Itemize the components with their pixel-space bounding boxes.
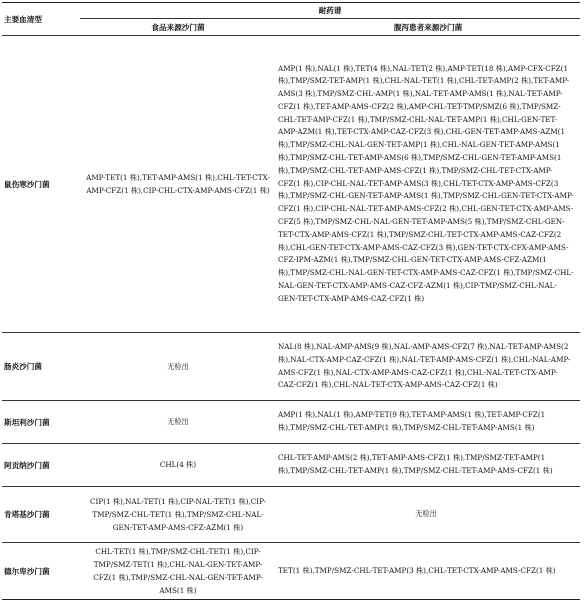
serotype-cell: 鼠伤寒沙门菌 — [2, 36, 80, 333]
patient-source-header: 腹泻患者来源沙门菌 — [276, 19, 580, 36]
table-row — [2, 543, 580, 600]
serotype-cell: 阿贡纳沙门菌 — [2, 444, 80, 487]
patient-source-cell: NAL(8 株),NAL-AMP-AMS(9 株),NAL-AMP-AMS-CFZ(7 株),NAL-TET-AMP-AMS(2 株),NAL-CTX-AMP-CAZ-CFZ(1 株),NAL-TET-AMP-AMS-CFZ(1 株),CHL-NAL-AMP-AMS-CFZ(1 株),NAL-CTX-AMP-AMS-CAZ-CFZ(1 株),CHL-NAL-TET-CTX-AMP-CAZ-CFZ(1 株),CHL-NAL-TET-CTX-AMP-AMS-CAZ-CFZ(1 株) — [276, 333, 580, 401]
serotype-cell: 德尔卑沙门菌 — [2, 543, 80, 600]
table-row — [2, 333, 580, 401]
resistance-spectrum-table — [2, 2, 580, 600]
main-serotype-header: 主要血清型 — [2, 3, 80, 36]
food-source-cell: AMP-TET(1 株),TET-AMP-AMS(1 株),CHL-TET-CTX-AMP-CFZ(1 株),CIP-CHL-CTX-AMP-AMS-CFZ(1 株) — [80, 36, 276, 333]
food-source-cell: 无检出 — [80, 401, 276, 444]
serotype-cell: 斯坦利沙门菌 — [2, 401, 80, 444]
patient-source-cell: CHL-TET-AMP-AMS(2 株),TET-AMP-AMS-CFZ(1 株),TMP/SMZ-TET-AMP(1 株),TMP/SMZ-CHL-TET-AMP(1 株),TMP/SMZ-CHL-TET-AMP-AMS-CFZ(1 株) — [276, 444, 580, 487]
patient-source-cell: AMP(1 株),NAL(1 株),TET(4 株),NAL-TET(2 株),AMP-TET(18 株),AMP-CFX-CFZ(1 株),TMP/SMZ-TET-AMP(1 株),CHL-NAL-TET(1 株),CHL-TET-AMP(2 株),TET-AMP-AMS(3 株),TMP/SMZ-CHL-AMP(1 株),NAL-TET-AMP-AMS(1 株),NAL-TET-AMP-CFZ(1 株),TET-AMP-AMS-CFZ(2 株),AMP-CHL-TET-TMP/SMZ(6 株),TMP/SMZ-CHL-TET-AMP-CFZ(1 株),TMP/SMZ-CHL-NAL-TET-AMP(1 株),CHL-GEN-TET-AMP-AZM(1 株),TET-CTX-AMP-CAZ-CFZ(3 株),CHL-GEN-TET-AMP-AMS-AZM(1 株),TMP/SMZ-CHL-NAL-GEN-TET-AMP(1 株),CHL-NAL-GEN-TET-AMP-AMS(1 株),TMP/SMZ-CHL-TET-AMP-AMS(6 株),TMP/SMZ-CHL-GEN-TET-AMP-AMS(1 株),TMP/SMZ-CHL-TET-AMP-AMS-CFZ(1 株),TMP/SMZ-CHL-TET-CTX-AMP-CFZ(1 株),CIP-CHL-NAL-TET-AMP-AMS(3 株),CHL-TET-CTX-AMP-AMS-CFZ(3 株),TMP/SMZ-CHL-GEN-TET-AMP-AMS(1 株),TMP/SMZ-CHL-GEN-TET-CTX-AMP-CFZ(1 株),CIP-CHL-NAL-TET-AMP-AMS-CFZ(2 株),CHL-GEN-TET-CTX-AMP-AMS-CFZ(5 株),TMP/SMZ-CHL-NAL-GEN-TET-AMP-AMS(5 株),TMP/SMZ-CHL-GEN-TET-CTX-AMP-AMS-CFZ(1 株),TMP/SMZ-CHL-TET-CTX-AMP-AMS-CAZ-CFZ(2 株),CHL-GEN-TET-CTX-AMP-AMS-CAZ-CFZ(3 株),GEN-TET-CTX-CFX-AMP-AMS-CFZ-IPM-AZM(1 株),TMP/SMZ-CHL-GEN-TET-CTX-AMP-AMS-CFZ-AZM(1 株),TMP/SMZ-CHL-NAL-GEN-TET-CTX-AMP-AMS-CAZ-CFZ(1 株),TMP/SMZ-CHL-NAL-GEN-TET-CTX-AMP-AMS-CAZ-CFZ-AZM(1 株),CIP-TMP/SMZ-CHL-NAL-GEN-TET-CTX-AMP-AMS-CAZ-CFZ(1 株) — [276, 36, 580, 333]
food-source-cell: 无检出 — [80, 333, 276, 401]
header-row-2 — [2, 19, 580, 36]
food-source-cell: CHL(4 株) — [80, 444, 276, 487]
patient-source-cell: TET(1 株),TMP/SMZ-CHL-TET-AMP(3 株),CHL-TET-CTX-AMP-AMS-CFZ(1 株) — [276, 543, 580, 600]
header-row-1 — [2, 3, 580, 19]
serotype-cell: 肯塔基沙门菌 — [2, 487, 80, 543]
resistance-spectrum-header: 耐药谱 — [80, 3, 580, 19]
food-source-cell: CIP(1 株),NAL-TET(1 株),CIP-NAL-TET(1 株),CIP-TMP/SMZ-CHL-TET(1 株),TMP/SMZ-CHL-NAL-GEN-TET-AMP-AMS-CFZ-AZM(1 株) — [80, 487, 276, 543]
table-row — [2, 36, 580, 333]
patient-source-cell: 无检出 — [276, 487, 580, 543]
table-row — [2, 444, 580, 487]
food-source-header: 食品来源沙门菌 — [80, 19, 276, 36]
food-source-cell: CHL-TET(1 株),TMP/SMZ-CHL-TET(1 株),CIP-TMP/SMZ-TET(1 株),CHL-NAL-GEN-TET-AMP-CFZ(1 株),TMP/SMZ-CHL-NAL-GEN-TET-AMP-AMS(1 株) — [80, 543, 276, 600]
table-row — [2, 487, 580, 543]
table-row — [2, 401, 580, 444]
patient-source-cell: AMP(1 株),NAL(1 株),AMP-TET(9 株),TET-AMP-AMS(1 株),TET-AMP-CFZ(1 株),TMP/SMZ-CHL-TET-AMP(1 株),TMP/SMZ-CHL-TET-AMP-AMS(1 株) — [276, 401, 580, 444]
serotype-cell: 肠炎沙门菌 — [2, 333, 80, 401]
